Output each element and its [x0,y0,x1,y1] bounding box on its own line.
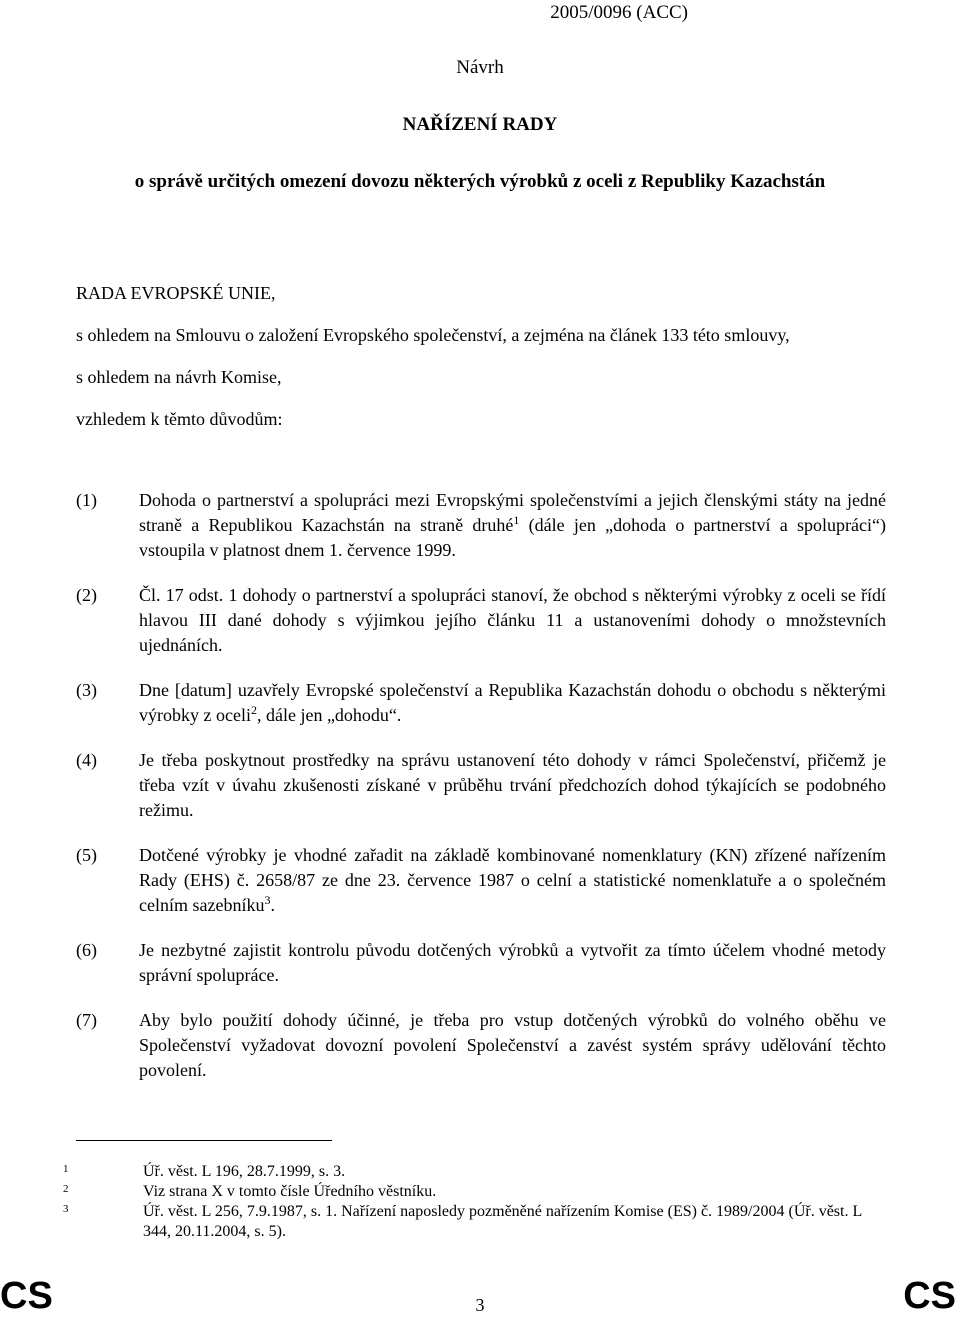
recital-text: Čl. 17 odst. 1 dohody o partnerství a spolupráci stanoví, že obchod s některými výrobky z oceli se řídí hlavou III dané dohody s výjimkou jejího článku 11 a ustanoveními dohody o množstevních ujednáních. [139,585,886,655]
recital-text: Dne [datum] uzavřely Evropské společenství a Republika Kazachstán dohodu o obchodu s některými výrobky z oceli$^2$, dále jen „dohodu“. [139,680,886,725]
council-heading: RADA EVROPSKÉ UNIE, [76,283,276,303]
whereas-intro: vzhledem k těmto důvodům: [76,409,283,429]
footnote-ref[interactable]: 2 [250,703,257,717]
page-subtitle: o správě určitých omezení dovozu některých výrobků z oceli z Republiky Kazachstán [134,171,826,192]
recital-text: Dotčené výrobky je vhodné zařadit na základě kombinované nomenklatury (KN) zřízené nařízením Rady (EHS) č. 2658/87 ze dne 23. července 1987 o celní a statistické nomenklatuře a o společném celním sazebníku$^3$. [139,845,886,915]
citation-treaty: s ohledem na Smlouvu o založení Evropského společenství, a zejména na článek 133 této smlouvy, [76,325,790,345]
footnote-ref[interactable]: 3 [264,893,271,907]
recital-number: (5) [76,845,97,865]
footnote-separator [76,1140,332,1141]
footnote-text: Úř. věst. L 196, 28.7.1999, s. 3. [143,1163,346,1180]
recital-number: (3) [76,680,97,700]
recital-number: (1) [76,490,97,510]
recital [76,488,886,563]
recital-number: (7) [76,1010,97,1030]
preamble [76,281,886,449]
document-reference: 2005/0096 (ACC) [550,2,688,23]
recital-text: Aby bylo použití dohody účinné, je třeba pro vstup dotčených výrobků do volného oběhu ve Společenství vyžadovat dovozní povolení Společenství a zavést systém správy udělování těchto povolení. [139,1010,886,1080]
footnotes [60,1162,890,1242]
recital [76,1008,886,1083]
recital-text: Je třeba poskytnout prostředky na správu ustanovení této dohody v rámci Společenství, přičemž je třeba vzít v úvahu zkušenosti získané v průběhu trvání předchozích dohod týkajících se podobného režimu. [139,750,886,820]
citation-proposal: s ohledem na návrh Komise, [76,367,282,387]
footnote [60,1162,890,1182]
recital [76,678,886,728]
language-code-right: CS [903,1275,956,1317]
footnote-number: 1 [63,1163,69,1175]
page-title: NAŘÍZENÍ RADY [402,114,558,135]
recital-number: (4) [76,750,97,770]
footnote [60,1202,890,1242]
recital [76,583,886,658]
recital-number: (2) [76,585,97,605]
footnote-number: 2 [63,1183,69,1195]
page-number: 3 [475,1295,485,1315]
footnote-text: Viz strana X v tomto čísle Úředního věstníku. [143,1183,437,1200]
proposal-label: Návrh [456,57,504,78]
footnote-number: 3 [63,1203,69,1215]
footnote [60,1182,890,1202]
recital [76,748,886,823]
recitals-list [76,488,886,1103]
recital-text: Dohoda o partnerství a spolupráci mezi Evropskými společenstvími a jejich členskými státy na jedné straně a Republikou Kazachstán na straně druhé$^1$ (dále jen „dohoda o partnerství a spolupráci“) vstoupila v platnost dnem 1. července 1999. [139,490,886,560]
recital-number: (6) [76,940,97,960]
footnote-text: Úř. věst. L 256, 7.9.1987, s. 1. Nařízení naposledy pozměněné nařízením Komise (ES) č. 1989/2004 (Úř. věst. L 344, 20.11.2004, s. 5). [143,1203,862,1240]
recital [76,938,886,988]
recital [76,843,886,918]
footnote-ref[interactable]: 1 [513,513,520,527]
language-code-left: CS [0,1275,53,1317]
recital-text: Je nezbytné zajistit kontrolu původu dotčených výrobků a vytvořit za tímto účelem vhodné metody správní spolupráce. [139,940,886,985]
